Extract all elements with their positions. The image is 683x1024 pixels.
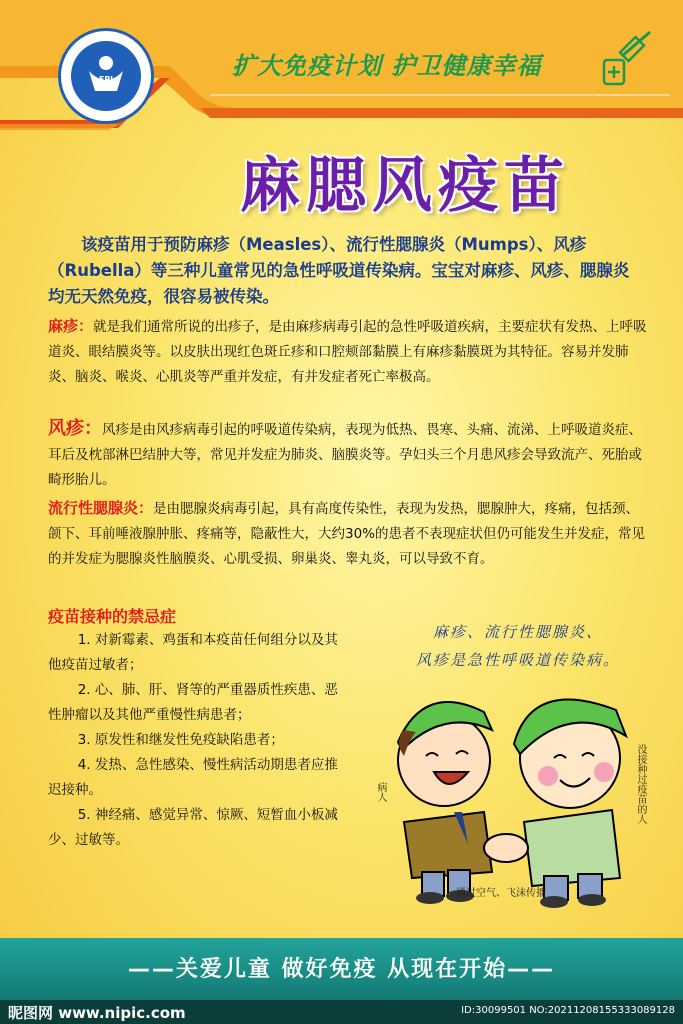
- footer-bar: [0, 938, 683, 1000]
- list-item: 4. 发热、急性感染、慢性病活动期患者应推迟接种。: [48, 757, 338, 798]
- illustration-caption: [368, 618, 668, 674]
- contraindications-title: 疫苗接种的禁忌症: [48, 607, 177, 626]
- footer: [0, 938, 683, 1024]
- watermark-site: 昵图网 www.nipic.com: [8, 1004, 186, 1022]
- section-heading-rubella: 风疹：: [48, 418, 102, 439]
- caption-line: 麻疹、流行性腮腺炎、: [432, 623, 603, 641]
- section-heading-measles: 麻疹：: [48, 317, 94, 335]
- watermark-id: ID:30099501 NO:20211208155333089128: [461, 1005, 675, 1016]
- section-body-rubella: 风疹是由风疹病毒引起的呼吸道传染病，表现为低热、畏寒、头痛、流涕、上呼吸道炎症、耳后及枕部淋巴结肿大等，常见并发症为肺炎、脑膜炎等。孕妇头三个月患风疹会导致流产、死胎或畸形胎儿。: [48, 422, 642, 488]
- caption-line: 风疹是急性呼吸道传染病。: [415, 651, 620, 669]
- section-rubella: [48, 416, 648, 493]
- unvaccinated-person-label: 没接种过疫苗的人: [635, 744, 646, 824]
- section-heading-mumps: 流行性腮腺炎：: [48, 499, 154, 517]
- cartoon-illustration: [364, 672, 664, 912]
- list-item: 5. 神经痛、感觉异常、惊厥、短暂血小板减少、过敏等。: [48, 807, 338, 848]
- list-item: 2. 心、肺、肝、肾等的严重器质性疾患、恶性肿瘤以及其他严重慢性病患者；: [48, 682, 338, 723]
- section-body-mumps: 是由腮腺炎病毒引起，具有高度传染性，表现为发热，腮腺肿大，疼痛，包括颈、颌下、耳前唾液腺肿胀、疼痛等，隐蔽性大，大约30%的患者不表现症状但仍可能发生并发症，常见的并发症为腮腺炎性脑膜炎、心肌受损、卵巢炎、睾丸炎，可以导致不育。: [48, 501, 646, 567]
- section-body-measles: 就是我们通常所说的出疹子，是由麻疹病毒引起的急性呼吸道疾病，主要症状有发热、上呼吸道炎、眼结膜炎等。以皮肤出现红色斑丘疹和口腔颊部黏膜上有麻疹黏膜斑为其特征。容易并发肺炎、脑炎、喉炎、心肌炎等严重并发症，有并发症者死亡率极高。: [48, 319, 647, 385]
- section-mumps: [48, 496, 648, 572]
- list-item: 3. 原发性和继发性免疫缺陷患者；: [77, 732, 284, 748]
- watermark-bar: [0, 1000, 683, 1024]
- logo-emblem: [71, 41, 141, 111]
- page-title: 麻腮风疫苗: [240, 151, 570, 221]
- footer-slogan: ——关爱儿童 做好免疫 从现在开始——: [127, 957, 556, 982]
- sick-person-label: 病人: [375, 782, 386, 802]
- intro-paragraph: 该疫苗用于预防麻疹（Measles）、流行性腮腺炎（Mumps）、风疹（Rubella）等三种儿童常见的急性呼吸道传染病。宝宝对麻疹、风疹、腮腺炎均无天然免疫，很容易被传染。: [48, 235, 630, 306]
- syringe-icon: [600, 30, 660, 90]
- section-measles: [48, 314, 648, 390]
- list-item: 1. 对新霉素、鸡蛋和本疫苗任何组分以及其他疫苗过敏者；: [48, 632, 338, 673]
- transmission-label: 通过空气、飞沫传播: [456, 888, 546, 899]
- contraindications-list: [48, 628, 338, 853]
- epi-logo: [58, 28, 154, 124]
- logo-text: EPI: [98, 75, 114, 84]
- header: [0, 0, 683, 130]
- header-slogan: 扩大免疫计划 护卫健康幸福: [232, 52, 542, 80]
- two-kids-illustration: [364, 672, 664, 912]
